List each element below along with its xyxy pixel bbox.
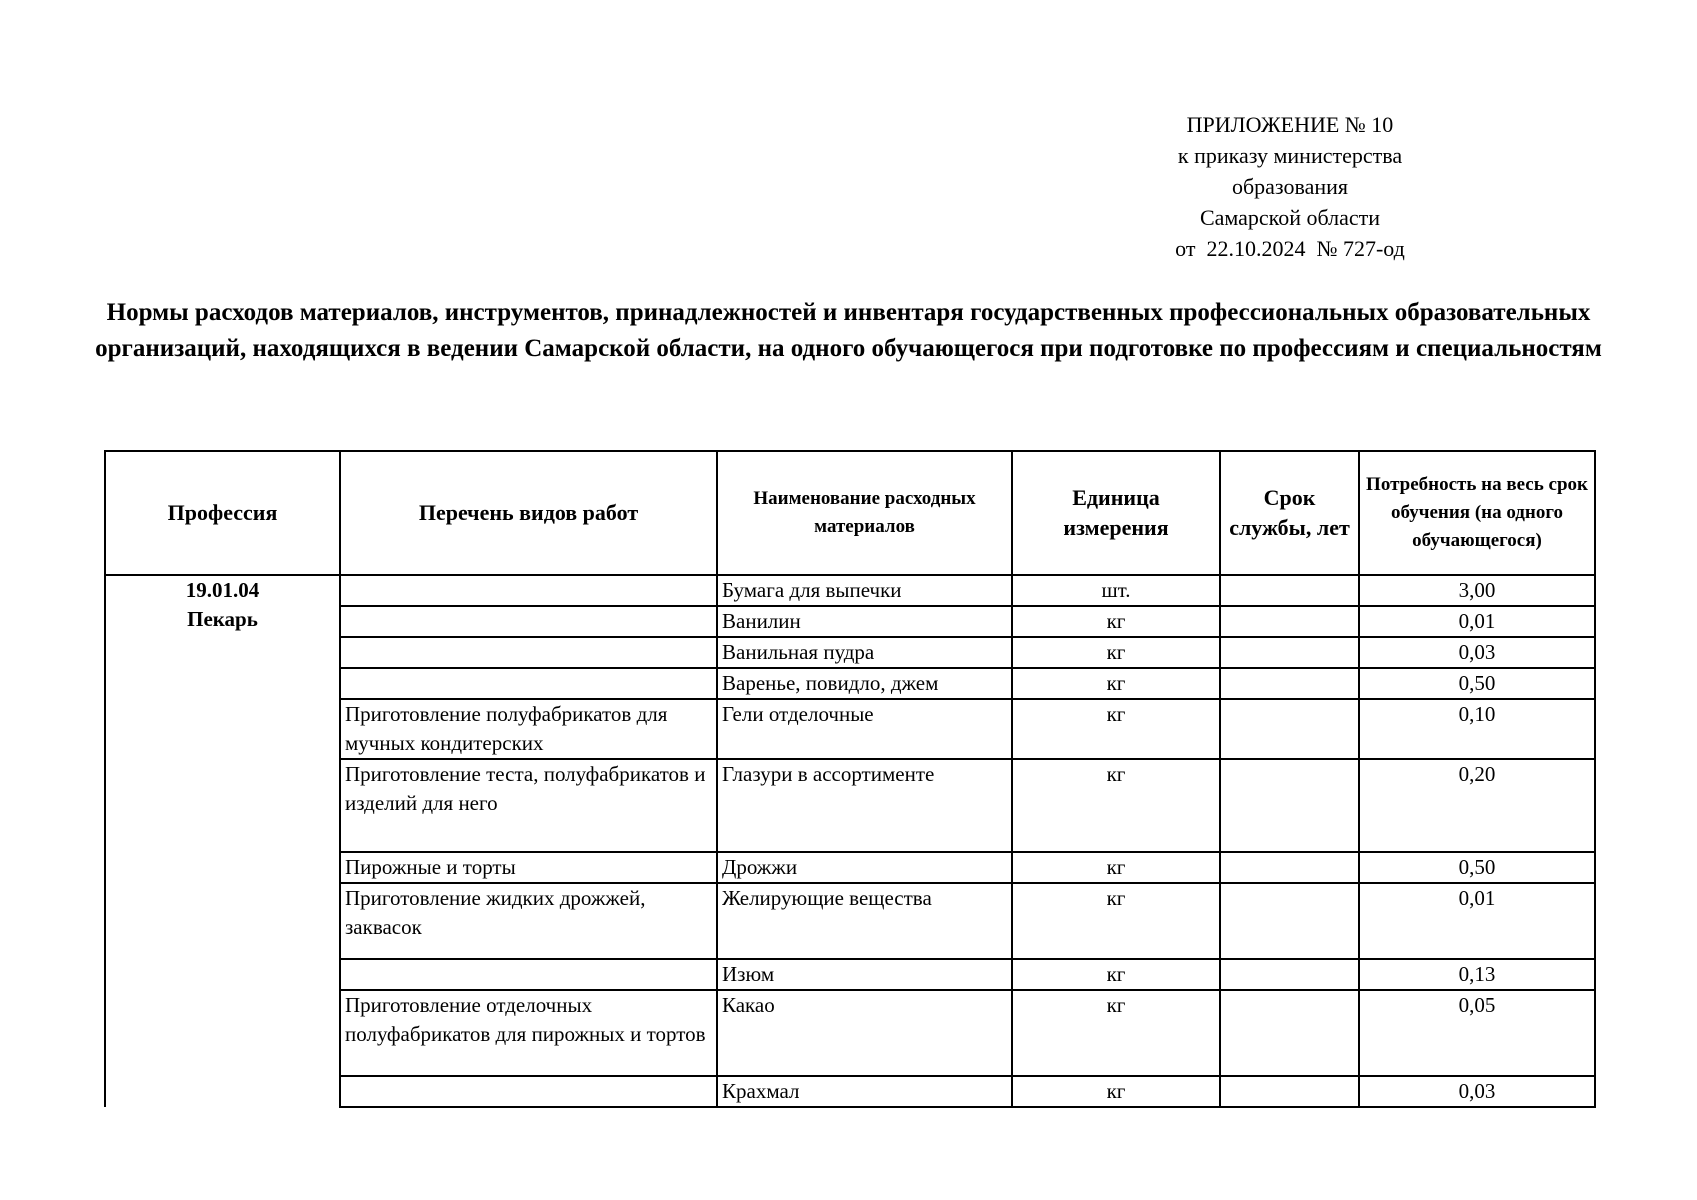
unit-cell: кг (1012, 883, 1220, 959)
need-cell: 0,03 (1359, 1076, 1595, 1107)
unit-cell: кг (1012, 852, 1220, 883)
life-cell (1220, 575, 1359, 606)
need-cell: 0,01 (1359, 883, 1595, 959)
appendix-region: Самарской области (1199, 205, 1381, 230)
life-cell (1220, 759, 1359, 852)
material-cell: Глазури в ассортименте (717, 759, 1012, 852)
life-cell (1220, 699, 1359, 759)
need-cell: 0,20 (1359, 759, 1595, 852)
work-cell: Пирожные и торты (340, 852, 717, 883)
work-cell (340, 637, 717, 668)
work-cell (340, 959, 717, 990)
unit-cell: кг (1012, 990, 1220, 1076)
norms-table (104, 450, 1596, 1108)
unit-cell: кг (1012, 699, 1220, 759)
life-cell (1220, 637, 1359, 668)
appendix-block (1140, 109, 1440, 264)
document-title: Нормы расходов материалов, инструментов, принадлежностей и инвентаря государственных профессиональных образовательных организаций, находящихся в ведении Самарской области, на одного обучающегося при подготовке по профессиям и специальностям (95, 299, 1602, 362)
life-cell (1220, 959, 1359, 990)
work-cell (340, 606, 717, 637)
material-cell: Изюм (717, 959, 1012, 990)
material-cell: Дрожжи (717, 852, 1012, 883)
profession-name: Пекарь (187, 607, 258, 631)
unit-cell: шт. (1012, 575, 1220, 606)
header-need: Потребность на весь срок обучения (на одного обучающегося) (1359, 451, 1595, 575)
unit-cell: кг (1012, 606, 1220, 637)
unit-cell: кг (1012, 668, 1220, 699)
work-cell (340, 668, 717, 699)
profession-code: 19.01.04 (185, 578, 260, 602)
unit-cell: кг (1012, 759, 1220, 852)
unit-cell: кг (1012, 1076, 1220, 1107)
life-cell (1220, 606, 1359, 637)
need-cell: 0,50 (1359, 668, 1595, 699)
table-row (105, 575, 1595, 606)
need-cell: 3,00 (1359, 575, 1595, 606)
header-material: Наименование расходных материалов (717, 451, 1012, 575)
work-cell: Приготовление теста, полуфабрикатов и изделий для него (340, 759, 717, 852)
work-cell (340, 1076, 717, 1107)
material-cell: Желирующие вещества (717, 883, 1012, 959)
need-cell: 0,01 (1359, 606, 1595, 637)
appendix-ministry: образования (1231, 174, 1349, 199)
header-works: Перечень видов работ (340, 451, 717, 575)
work-cell: Приготовление жидких дрожжей, заквасок (340, 883, 717, 959)
work-cell (340, 575, 717, 606)
life-cell (1220, 883, 1359, 959)
life-cell (1220, 990, 1359, 1076)
need-cell: 0,13 (1359, 959, 1595, 990)
material-cell: Крахмал (717, 1076, 1012, 1107)
material-cell: Какао (717, 990, 1012, 1076)
table-header-row (105, 451, 1595, 575)
appendix-number: ПРИЛОЖЕНИЕ № 10 (1186, 112, 1394, 137)
appendix-date-number: от 22.10.2024 № 727-од (1175, 236, 1405, 261)
life-cell (1220, 668, 1359, 699)
header-profession: Профессия (105, 451, 340, 575)
life-cell (1220, 852, 1359, 883)
material-cell: Гели отделочные (717, 699, 1012, 759)
header-unit: Единица измерения (1012, 451, 1220, 575)
material-cell: Ванилин (717, 606, 1012, 637)
work-cell: Приготовление полуфабрикатов для мучных кондитерских (340, 699, 717, 759)
appendix-order-ref: к приказу министерства (1177, 143, 1403, 168)
unit-cell: кг (1012, 637, 1220, 668)
unit-cell: кг (1012, 959, 1220, 990)
need-cell: 0,10 (1359, 699, 1595, 759)
work-cell: Приготовление отделочных полуфабрикатов для пирожных и тортов (340, 990, 717, 1076)
material-cell: Варенье, повидло, джем (717, 668, 1012, 699)
need-cell: 0,05 (1359, 990, 1595, 1076)
material-cell: Бумага для выпечки (717, 575, 1012, 606)
life-cell (1220, 1076, 1359, 1107)
header-service-life: Срок службы, лет (1220, 451, 1359, 575)
material-cell: Ванильная пудра (717, 637, 1012, 668)
profession-cell (105, 575, 340, 1107)
need-cell: 0,50 (1359, 852, 1595, 883)
need-cell: 0,03 (1359, 637, 1595, 668)
